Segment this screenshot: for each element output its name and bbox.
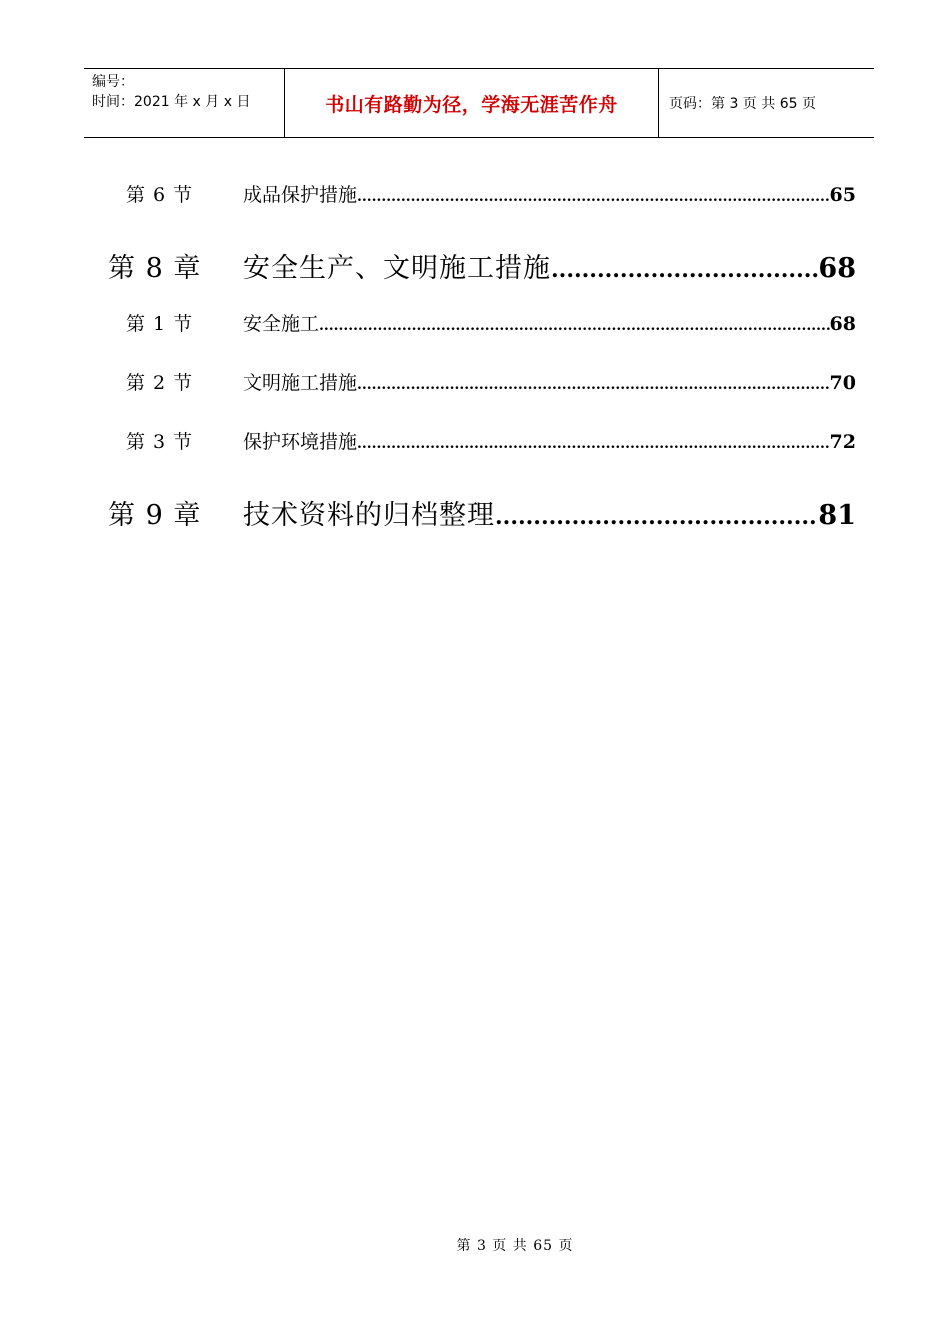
- toc-entry-title: 文明施工措施: [243, 372, 358, 394]
- toc-entry-page: 72: [829, 431, 856, 453]
- page-header: [84, 68, 874, 138]
- toc-entry-chapter[interactable]: [108, 246, 856, 285]
- toc-entry-section[interactable]: [126, 427, 856, 454]
- header-meta: [84, 69, 285, 137]
- header-motto: 书山有路勤为径，学海无涯苦作舟: [325, 93, 618, 116]
- toc-entry-number: 第 6 节: [126, 184, 194, 206]
- page-footer: 第 3 页 共 65 页: [456, 1238, 574, 1254]
- toc-entry-section[interactable]: [126, 368, 856, 395]
- toc-entry-page: 81: [818, 500, 856, 531]
- header-page-cell: [659, 69, 874, 137]
- toc-entry-page: 65: [829, 184, 856, 206]
- toc-entry-number: 第 3 节: [126, 431, 194, 453]
- header-motto-cell: [285, 69, 659, 137]
- toc-entry-chapter[interactable]: [108, 493, 856, 532]
- toc-entry-section[interactable]: [126, 309, 856, 336]
- toc-entry-title: 安全生产、文明施工措施: [243, 253, 551, 284]
- toc-entry-number: 第 2 节: [126, 372, 194, 394]
- toc-entry-page: 68: [829, 313, 856, 335]
- toc-entry-number: 第 9 章: [108, 500, 202, 531]
- toc-entry-title: 安全施工: [243, 313, 320, 335]
- toc-dot-leader: [495, 504, 818, 530]
- header-page-label: 页码：第 3 页 共 65 页: [669, 96, 816, 112]
- toc-entry-number: 第 8 章: [108, 253, 202, 284]
- toc-entry-title: 技术资料的归档整理: [243, 500, 495, 531]
- toc-dot-leader: [551, 257, 818, 283]
- document-date-label: 时间：2021 年 x 月 x 日: [92, 94, 251, 110]
- toc-entry-section[interactable]: [126, 180, 856, 207]
- toc-dot-leader: [319, 318, 830, 334]
- toc-entry-title: 保护环境措施: [243, 431, 358, 453]
- toc-entry-number: 第 1 节: [126, 313, 194, 335]
- toc-entry-page: 70: [829, 372, 856, 394]
- toc-dot-leader: [357, 436, 830, 452]
- document-code-label: 编号：: [92, 74, 134, 90]
- toc-dot-leader: [357, 189, 830, 205]
- toc-entry-page: 68: [818, 253, 856, 284]
- toc-entry-title: 成品保护措施: [243, 184, 358, 206]
- toc-dot-leader: [357, 377, 830, 393]
